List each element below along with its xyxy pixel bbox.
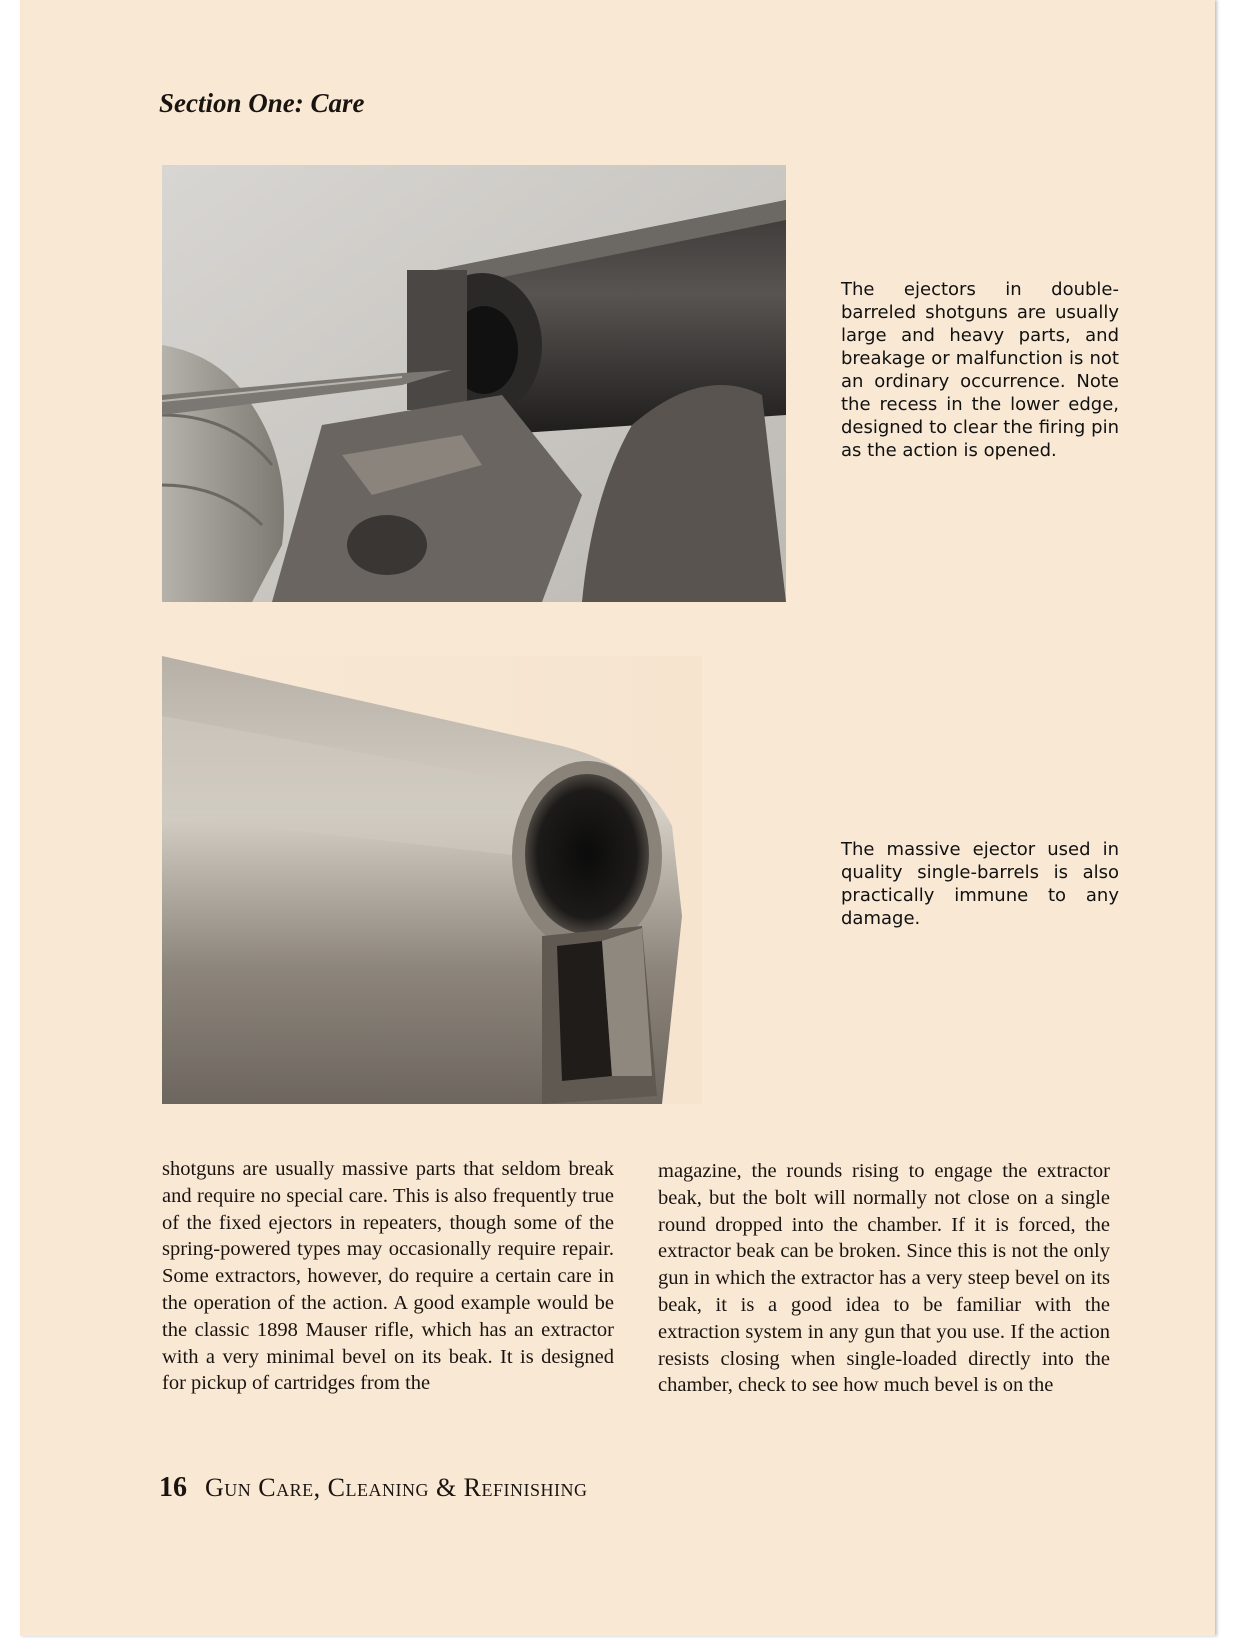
body-text-right-column: magazine, the rounds rising to engage the extractor beak, but the bolt will normally not close on a single round dropped into the chamber. If it is forced, the extractor beak can be broken. Since this is not the only gun in which the extractor has a very steep bevel on its beak, it is a good idea to be familiar with the extraction system in any gun that you use. If the action resists closing when single-loaded directly into the chamber, check to see how much bevel is on the bbox=[658, 1160, 1110, 1397]
page-number: 16 bbox=[159, 1472, 187, 1503]
body-text-left-column: shotguns are usually massive parts that seldom break and require no special care. This is also frequently true of the fixed ejectors in repeaters, though some of the spring-powered types may occasionally require repair. Some extractors, however, do require a certain care in the operation of the action. A good example would be the classic 1898 Mauser rifle, which has an extractor with a very minimal bevel on its beak. It is designed for pickup of cartridges from the bbox=[162, 1158, 614, 1395]
photo-single-barrel-ejector bbox=[162, 656, 702, 1104]
page bbox=[20, 0, 1215, 1636]
page-footer bbox=[159, 1472, 588, 1504]
caption-single-barrel-ejector: The massive ejector used in quality single-barrels is also practically immune to any damage. bbox=[841, 839, 1119, 929]
section-title: Section One: Care bbox=[159, 88, 365, 118]
book-title: Gun Care, Cleaning & Refinishing bbox=[205, 1473, 588, 1502]
caption-double-barrel-ejectors: The ejectors in double-barreled shotguns are usually large and heavy parts, and breakage or malfunction is not an ordinary occurrence. Note the recess in the lower edge, designed to clear the firing pin as the action is opened. bbox=[841, 279, 1119, 461]
photo-double-barrel-ejectors bbox=[162, 165, 786, 602]
